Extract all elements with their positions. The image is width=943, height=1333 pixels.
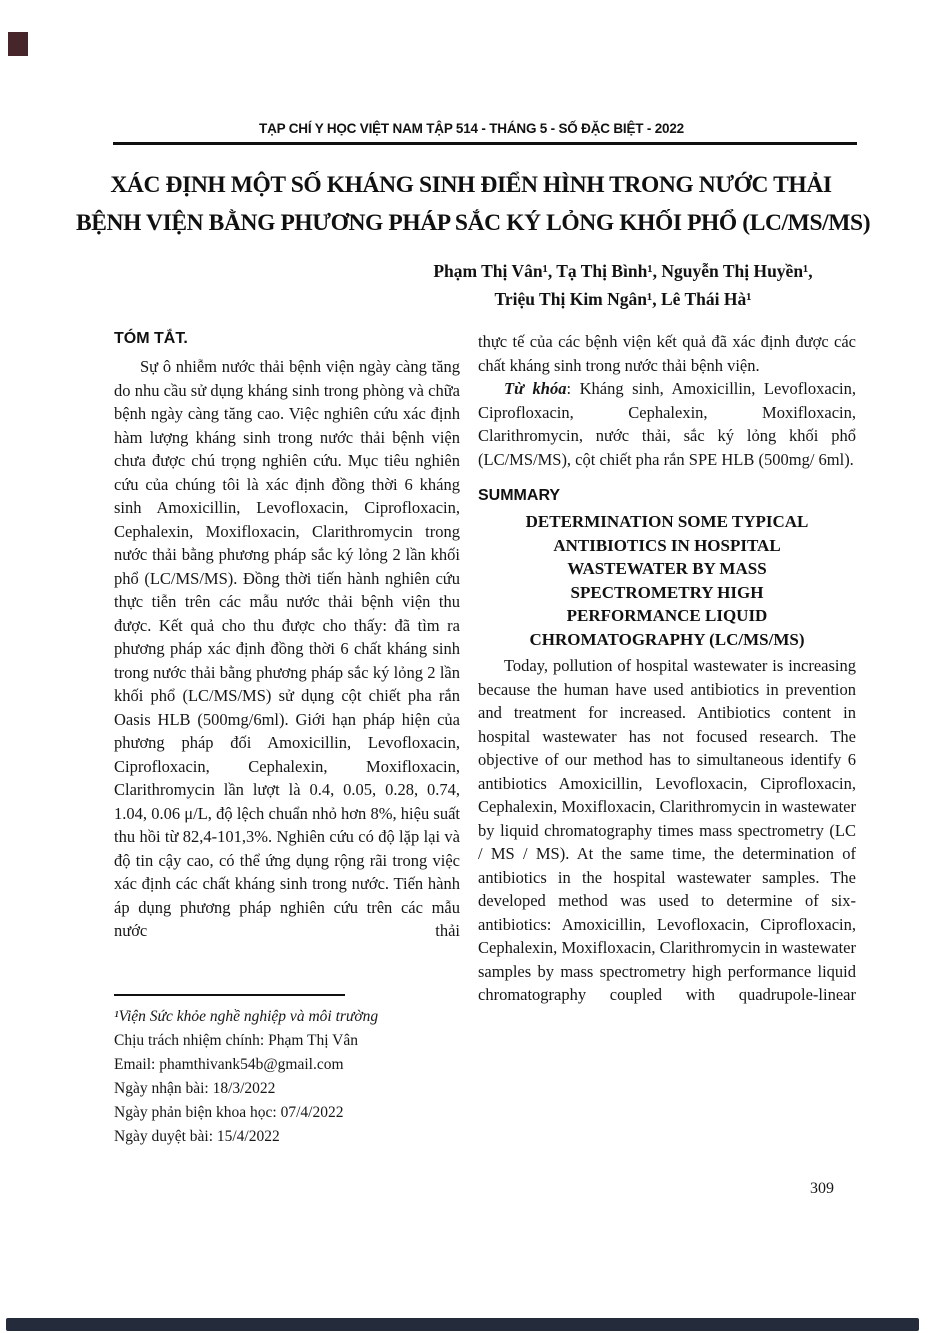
summary-title-line: ANTIBIOTICS IN HOSPITAL (553, 535, 781, 555)
right-column (478, 330, 856, 1007)
page-number: 309 (810, 1180, 834, 1197)
footnote-accepted-date: Ngày duyệt bài: 15/4/2022 (114, 1128, 280, 1145)
author-line-1: Phạm Thị Vân¹, Tạ Thị Bình¹, Nguyễn Thị Huyền¹, (433, 261, 813, 281)
abstract-heading: TÓM TẮT. (114, 330, 188, 347)
author-line-2: Triệu Thị Kim Ngân¹, Lê Thái Hà¹ (494, 289, 752, 309)
article-title-line-2: BỆNH VIỆN BẰNG PHƯƠNG PHÁP SẮC KÝ LỎNG KHỐI PHỔ (LC/MS/MS) (76, 210, 871, 236)
footnote-received-date: Ngày nhận bài: 18/3/2022 (114, 1080, 276, 1097)
summary-title-line: CHROMATOGRAPHY (LC/MS/MS) (529, 629, 805, 649)
footnote-affiliation: ¹Viện Sức khỏe nghề nghiệp và môi trường (114, 1008, 379, 1025)
summary-heading: SUMMARY (478, 487, 561, 504)
abstract-paragraph: Sự ô nhiễm nước thải bệnh viện ngày càng tăng do nhu cầu sử dụng kháng sinh trong phòng và chữa bệnh ngày càng tăng cao. Việc nghiên cứu xác định hàm lượng kháng sinh trong nước thải bệnh viện chưa được chú trọng nghiên cứu. Mục tiêu nghiên cứu của chúng tôi là xác định đồng thời 6 kháng sinh Amoxicillin, Levofloxacin, Ciprofloxacin, Cephalexin, Moxifloxacin, Clarithromycin trong nước thải bằng phương pháp sắc ký lỏng 2 lần khối phổ (LC/MS/MS). Đồng thời tiến hành nghiên cứu thực tiễn trên các mẫu nước thải bệnh viện thu được. Kết quả cho thu được cho thấy: đã tìm ra phương pháp xác định đồng thời 6 chất kháng sinh trong nước thải bằng phương pháp sắc ký lỏng 2 lần khối phổ (LC/MS/MS) sử dụng cột chiết pha rắn Oasis HLB (500mg/6ml). Giới hạn pháp hiện của phương pháp đối Amoxicillin, Levofloxacin, Ciprofloxacin, Cephalexin, Moxifloxacin, Clarithromycin lần lượt là 0.4, 0.05, 0.28, 0.74, 1.04, 0.06 μ/L, độ lệch chuẩn nhỏ hơn 8%, hiệu suất thu hồi từ 82,4-101,3%. Nghiên cứu có độ lặp lại và độ tin cậy cao, có thể ứng dụng rộng rãi trong việc xác định các chất kháng sinh trong nước. Tiến hành áp dụng phương pháp nghiên cứu trên các mẫu nước thải (114, 357, 460, 940)
scan-artifact-top-left (8, 32, 28, 56)
header-rule (113, 142, 857, 145)
footnote-block (114, 994, 460, 1149)
summary-title (478, 510, 856, 651)
keywords-label: Từ khóa (504, 379, 567, 398)
footnote-review-date: Ngày phản biện khoa học: 07/4/2022 (114, 1104, 344, 1121)
scan-artifact-bottom-bar (6, 1318, 919, 1331)
left-column (114, 330, 460, 1007)
summary-title-line: PERFORMANCE LIQUID (566, 606, 768, 625)
footnote-separator (114, 994, 345, 996)
keywords-paragraph (478, 377, 856, 471)
journal-header: TẠP CHÍ Y HỌC VIỆT NAM TẬP 514 - THÁNG 5 - SỐ ĐẶC BIỆT - 2022 (259, 121, 684, 136)
summary-paragraph: Today, pollution of hospital wastewater is increasing because the human have used antibiotics in prevention and treatment for increased. Antibiotics content in hospital wastewater has not focused research. The objective of our method has to simultaneous identify 6 antibiotics Amoxicillin, Levofloxacin, Ciprofloxacin, Cephalexin, Moxifloxacin, Clarithromycin in wastewater by liquid chromatography times mass spectrometry (LC / MS / MS). At the same time, the determination of antibiotics in the hospital wastewater samples. The developed method was used to determine of six- antibiotics: Amoxicillin, Levofloxacin, Ciprofloxacin, Cephalexin, Moxifloxacin, Clarithromycin in wastewater samples by mass spectrometry high performance liquid chromatography coupled with quadrupole-linear (478, 656, 856, 1004)
footnote-email: Email: phamthivank54b@gmail.com (114, 1056, 344, 1073)
article-title (76, 166, 871, 242)
article-title-line-1: XÁC ĐỊNH MỘT SỐ KHÁNG SINH ĐIỂN HÌNH TRONG NƯỚC THẢI (110, 172, 832, 198)
abstract-continuation-paragraph: thực tế của các bệnh viện kết quả đã xác định được các chất kháng sinh trong nước thải bệnh viện. (478, 332, 856, 375)
keywords-text: : Kháng sinh, Amoxicillin, Levofloxacin, Ciprofloxacin, Cephalexin, Moxifloxacin, Clarithromycin, nước thải, sắc ký lỏng khối phổ (LC/MS/MS), cột chiết pha rắn SPE HLB (500mg/ 6ml). (478, 379, 856, 469)
author-list (373, 257, 873, 313)
summary-title-line: SPECTROMETRY HIGH (570, 582, 764, 602)
summary-title-line: DETERMINATION SOME TYPICAL (525, 512, 809, 531)
footnote-correspondence: Chịu trách nhiệm chính: Phạm Thị Vân (114, 1032, 358, 1049)
summary-title-line: WASTEWATER BY MASS (567, 559, 767, 578)
two-column-body (114, 330, 856, 1007)
